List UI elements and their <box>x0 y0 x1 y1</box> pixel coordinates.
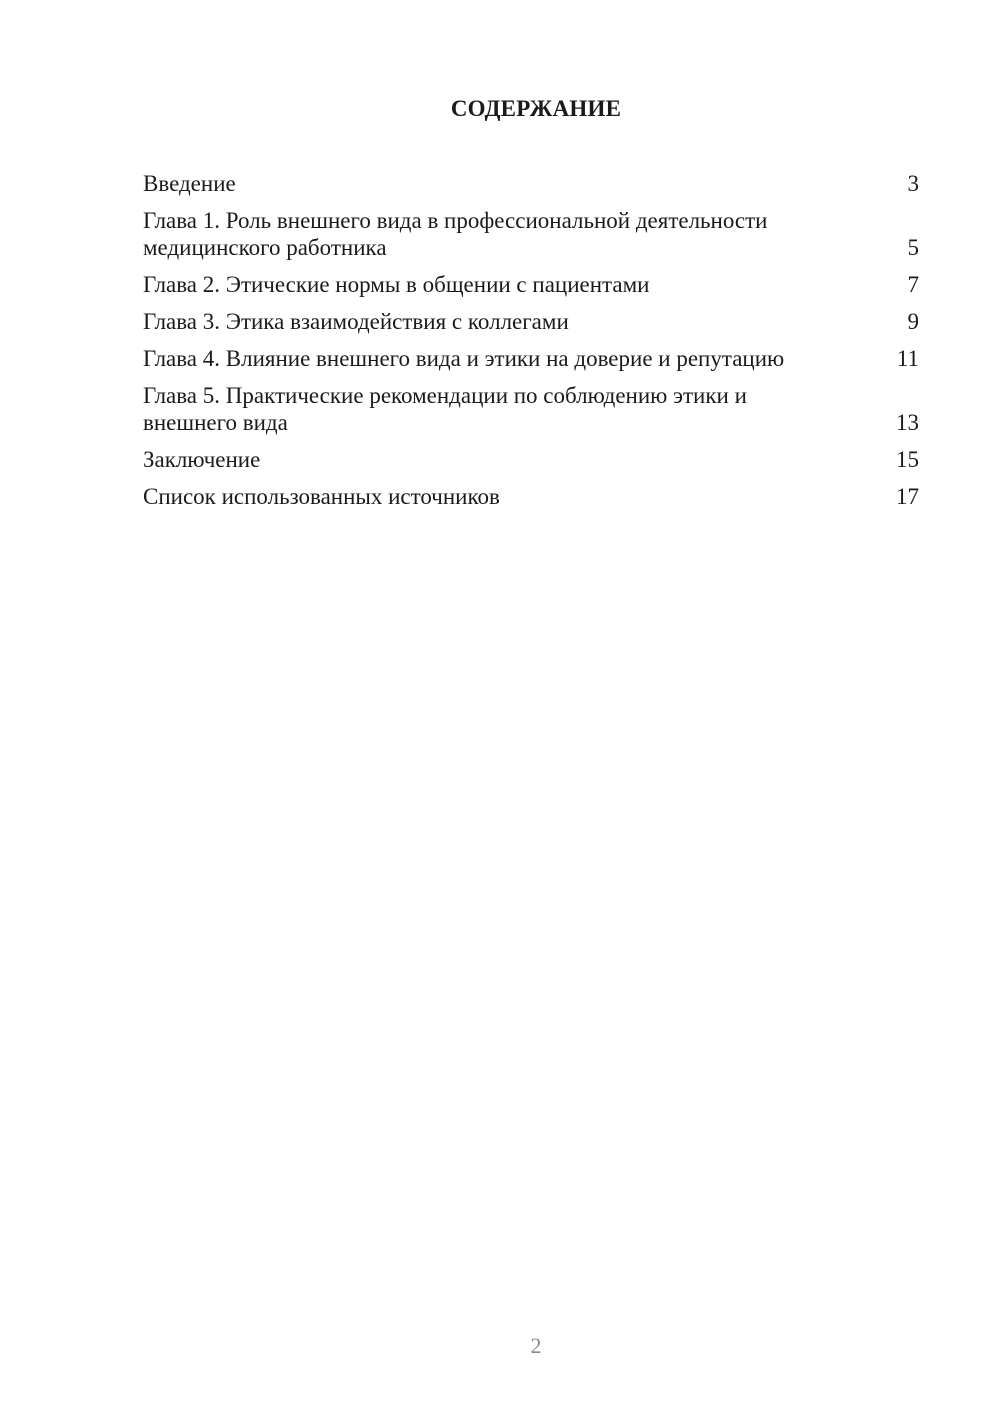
toc-entry-chapter-2 <box>143 271 919 298</box>
toc-entry-page: 5 <box>907 235 919 260</box>
toc-entry-introduction <box>143 170 919 197</box>
toc-entry-page: 7 <box>907 272 919 297</box>
toc-entry-title: Заключение <box>143 447 261 472</box>
toc-entry-title: Глава 1. Роль внешнего вида в профессиональной деятельности медицинского работника <box>143 208 768 260</box>
toc-entry-title: Список использованных источников <box>143 484 500 509</box>
toc-entry-title: Глава 3. Этика взаимодействия с коллегами <box>143 309 569 334</box>
toc-entry-page: 3 <box>907 171 919 196</box>
toc-entry-page: 17 <box>896 484 919 509</box>
toc-entry-title: Глава 5. Практические рекомендации по соблюдению этики и внешнего вида <box>143 383 747 435</box>
toc-entry-page: 15 <box>896 447 919 472</box>
toc-entry-page: 9 <box>907 309 919 334</box>
toc-entry-page: 13 <box>896 410 919 435</box>
toc-entry-title: Глава 4. Влияние внешнего вида и этики на доверие и репутацию <box>143 346 785 371</box>
page-title: СОДЕРЖАНИЕ <box>450 96 622 121</box>
toc-entry-chapter-1 <box>143 207 919 261</box>
toc-entry-title: Введение <box>143 171 236 196</box>
toc-entry-chapter-3 <box>143 308 919 335</box>
toc-entry-chapter-5 <box>143 382 919 436</box>
toc-entry-page: 11 <box>896 346 919 371</box>
page-number: 2 <box>530 1333 542 1358</box>
table-of-contents <box>143 170 919 520</box>
toc-entry-conclusion <box>143 446 919 473</box>
toc-entry-title: Глава 2. Этические нормы в общении с пациентами <box>143 272 650 297</box>
toc-entry-references <box>143 483 919 510</box>
toc-entry-chapter-4 <box>143 345 919 372</box>
